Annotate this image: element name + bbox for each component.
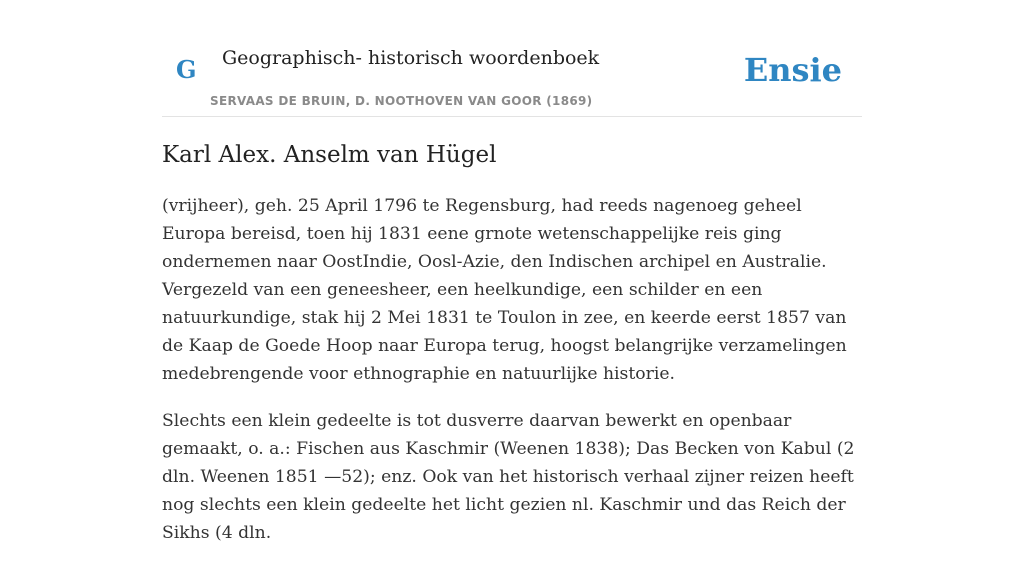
entry-title: Karl Alex. Anselm van Hügel [162, 142, 497, 168]
entry-body [162, 192, 862, 566]
book-title[interactable]: Geographisch- historisch woordenboek [222, 47, 600, 69]
brand-logo[interactable]: Ensie [743, 51, 842, 89]
page [162, 0, 862, 543]
book-header [162, 0, 862, 117]
book-logo[interactable]: G [176, 55, 197, 84]
entry-paragraph: (vrijheer), geh. 25 April 1796 te Regensburg, had reeds nagenoeg geheel Europa bereisd, toen hij 1831 eene grnote wetenschappelijke reis ging ondernemen naar OostIndie, Oosl-Azie, den Indischen archipel en Australie. Vergezeld van een geneesheer, een heelkundige, een schilder en een natuurkundige, stak hij 2 Mei 1831 te Toulon in zee, en keerde eerst 1857 van de Kaap de Goede Hoop naar Europa terug, hoogst belangrijke verzamelingen medebrengende voor ethnographie en natuurlijke historie. [162, 196, 847, 384]
book-authors: SERVAAS DE BRUIN, D. NOOTHOVEN VAN GOOR (1869) [210, 94, 593, 108]
entry-paragraph: Slechts een klein gedeelte is tot dusverre daarvan bewerkt en openbaar gemaakt, o. a.: Fischen aus Kaschmir (Weenen 1838); Das Becken von Kabul (2 dln. Weenen 1851 —52); enz. Ook van het historisch verhaal zijner reizen heeft nog slechts een klein gedeelte het licht gezien nl. Kaschmir und das Reich der Sikhs (4 dln. [162, 411, 855, 543]
